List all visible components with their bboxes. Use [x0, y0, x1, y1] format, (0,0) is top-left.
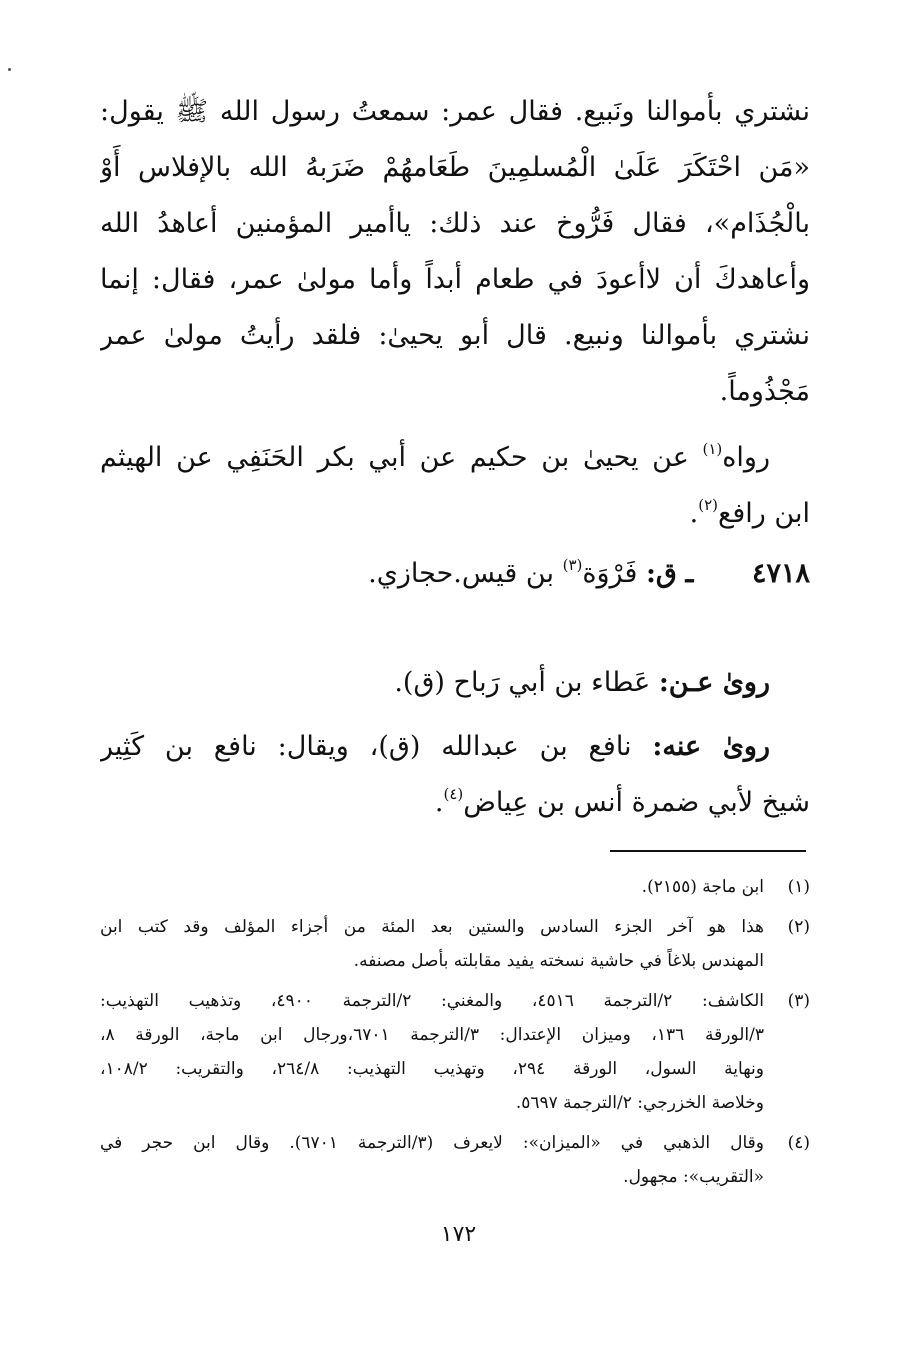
- footnote-number: (٤): [787, 1133, 810, 1153]
- footnote-line: وخلاصة الخزرجي: ٢/الترجمة ٥٦٩٧.: [515, 1093, 764, 1113]
- text-line: [100, 486, 810, 542]
- text-line: مَجْذُوماً.: [719, 376, 810, 407]
- text-line: وأعاهدكَ أن لاأعودَ في طعام أبداً وأما مولىٰ عمر، فقال: إنما: [100, 264, 810, 295]
- footnote-line: المهندس بلاغاً في حاشية نسخته يفيد مقابلته بأصل مصنفه.: [353, 951, 764, 971]
- footnote-line: «التقريب»: مجهول.: [623, 1167, 764, 1187]
- footnote-line: الكاشف: ٢/الترجمة ٤٥١٦، والمغني: ٢/الترجمة ٤٩٠٠، وتذهيب التهذيب:: [100, 991, 764, 1011]
- footnote-text: [100, 910, 764, 978]
- entry-name: فَرْوَة: [582, 558, 638, 589]
- paragraph-hadith: [100, 84, 810, 420]
- footnote-ref: (١): [702, 440, 723, 458]
- text-line: «مَن احْتَكَرَ عَلَىٰ الْمُسلمِينَ طَعَامهُمْ ضَرَبهُ الله بالإفلاس أَوْ: [100, 152, 810, 183]
- entry-heading: [100, 546, 810, 602]
- footnote-line: وقال الذهبي في «الميزان»: لايعرف (٣/الترجمة ٦٧٠١). وقال ابن حجر في: [100, 1133, 764, 1153]
- footnote-line: ٣/الورقة ١٣٦، وميزان الإعتدال: ٣/الترجمة ٦٧٠١،ورجال ابن ماجة، الورقة ٨،: [100, 1025, 764, 1045]
- footnote-line: ونهاية السول، الورقة ٢٩٤، وتهذيب التهذيب: ٢٦٤/٨، والتقريب: ١٠٨/٢،: [100, 1059, 764, 1079]
- rawa-an-text: عَطاء بن أبي رَباح (ق).: [394, 667, 659, 698]
- footnote-4: [100, 1126, 810, 1194]
- scan-speck: [8, 68, 11, 71]
- text-line: نشتري بأموالنا ونَبيع. فقال عمر: سمعتُ رسول الله ﷺ يقول:: [100, 96, 810, 127]
- text-segment: رواه: [722, 442, 770, 473]
- footnote-1: [100, 870, 810, 904]
- footnote-text: [100, 984, 764, 1120]
- footnote-number: (١): [787, 877, 810, 897]
- entry-sigla: ق:: [645, 558, 677, 589]
- footnote-3: [100, 984, 810, 1120]
- text-line: بالْجُذَام»، فقال فَرُّوخ عند ذلك: ياأمير المؤمنين أعاهدُ الله: [100, 208, 810, 239]
- text-line: [100, 719, 810, 775]
- footnote-line: ابن ماجة (٢١٥٥).: [641, 877, 764, 897]
- footnote-ref: (٣): [562, 556, 583, 574]
- entry-dash: ـ: [685, 558, 694, 589]
- page-number: ١٧٢: [440, 1222, 477, 1247]
- text-line: [100, 775, 810, 831]
- footnote-text: [100, 1126, 764, 1194]
- text-segment: ابن رافع: [718, 498, 810, 529]
- rawa-an-label: روىٰ عـن:: [658, 667, 770, 698]
- rawa-anhu-label: روىٰ عنه:: [652, 731, 770, 762]
- text-line: [100, 655, 810, 711]
- narrators-section: [100, 655, 810, 831]
- footnote-ref: (٢): [698, 496, 719, 514]
- footnote-number: (٢): [787, 917, 810, 937]
- text-segment: عن يحيىٰ بن حكيم عن أبي بكر الحَنَفِي عن الهيثم: [100, 442, 703, 473]
- text-segment: .: [434, 787, 444, 818]
- entry-rest: بن قيس.حجازي.: [368, 558, 563, 589]
- footnote-number: (٣): [787, 991, 810, 1011]
- text-segment: شيخ لأبي ضمرة أنس بن عِياض: [463, 787, 810, 818]
- entry-number: ٤٧١٨: [751, 558, 810, 589]
- footnote-2: [100, 910, 810, 978]
- text-line: نشتري بأموالنا ونبيع. قال أبو يحيىٰ: فلقد رأيتُ مولىٰ عمر: [100, 320, 810, 351]
- footnote-text: [100, 870, 764, 904]
- footnote-separator: [610, 850, 806, 852]
- rawa-anhu-text: نافع بن عبدالله (ق)، ويقال: نافع بن كَثِير: [100, 731, 653, 762]
- footnote-line: هذا هو آخر الجزء السادس والستين بعد المئة من أجزاء المؤلف وقد كتب ابن: [100, 917, 764, 937]
- footnotes: [100, 870, 810, 1200]
- paragraph-riwaya: [100, 430, 810, 542]
- text-line: [100, 430, 810, 486]
- footnote-ref: (٤): [443, 785, 464, 803]
- text-segment: .: [689, 498, 699, 529]
